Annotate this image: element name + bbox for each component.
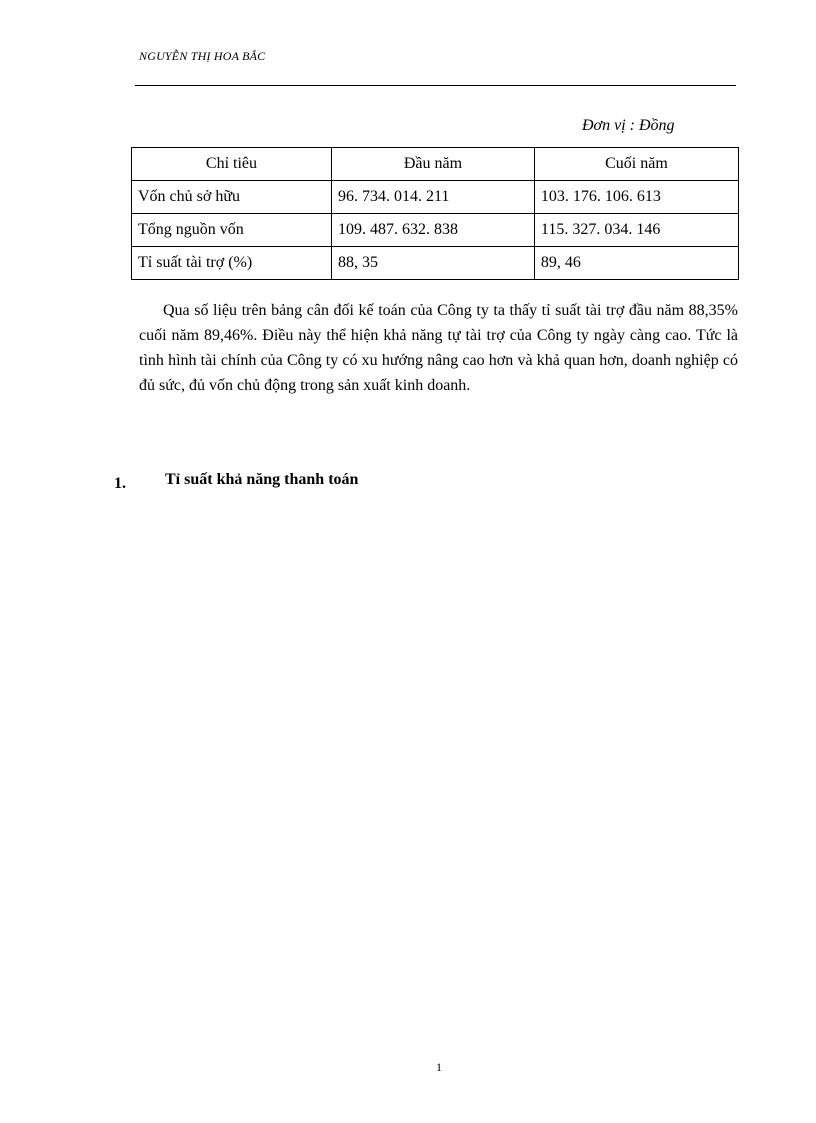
table-cell: Tổng nguồn vốn bbox=[132, 214, 332, 247]
column-header: Cuối năm bbox=[534, 148, 738, 181]
table-row bbox=[132, 181, 739, 214]
table-cell: 88, 35 bbox=[331, 247, 534, 280]
section-title: Tỉ suất khả năng thanh toán bbox=[165, 471, 359, 488]
table-cell: 109. 487. 632. 838 bbox=[331, 214, 534, 247]
table-header-row bbox=[132, 148, 739, 181]
header-author: NGUYỄN THỊ HOA BẮC bbox=[139, 49, 266, 63]
table-row bbox=[132, 247, 739, 280]
table-cell: 115. 327. 034. 146 bbox=[534, 214, 738, 247]
body-paragraph: Qua số liệu trên bảng cân đối kế toán của Công ty ta thấy tỉ suất tài trợ đầu năm 88,35% cuối năm 89,46%. Điều này thể hiện khả năng tự tài trợ của Công ty ngày càng cao. Tức là tình hình tài chính của Công ty có xu hướng nâng cao hơn và khả quan hơn, doanh nghiệp có đủ sức, đủ vốn chủ động trong sản xuất kinh doanh. bbox=[139, 302, 738, 394]
table-cell: 103. 176. 106. 613 bbox=[534, 181, 738, 214]
header-rule bbox=[135, 85, 736, 86]
section-number: 1. bbox=[114, 475, 126, 492]
unit-note: Đơn vị : Đồng bbox=[582, 117, 675, 134]
column-header: Đầu năm bbox=[331, 148, 534, 181]
table-cell: 96. 734. 014. 211 bbox=[331, 181, 534, 214]
table-row bbox=[132, 214, 739, 247]
financial-table bbox=[131, 147, 739, 280]
table-cell: 89, 46 bbox=[534, 247, 738, 280]
page-number: 1 bbox=[436, 1060, 442, 1074]
table-cell: Tỉ suất tài trợ (%) bbox=[132, 247, 332, 280]
column-header: Chỉ tiêu bbox=[132, 148, 332, 181]
table-cell: Vốn chủ sở hữu bbox=[132, 181, 332, 214]
